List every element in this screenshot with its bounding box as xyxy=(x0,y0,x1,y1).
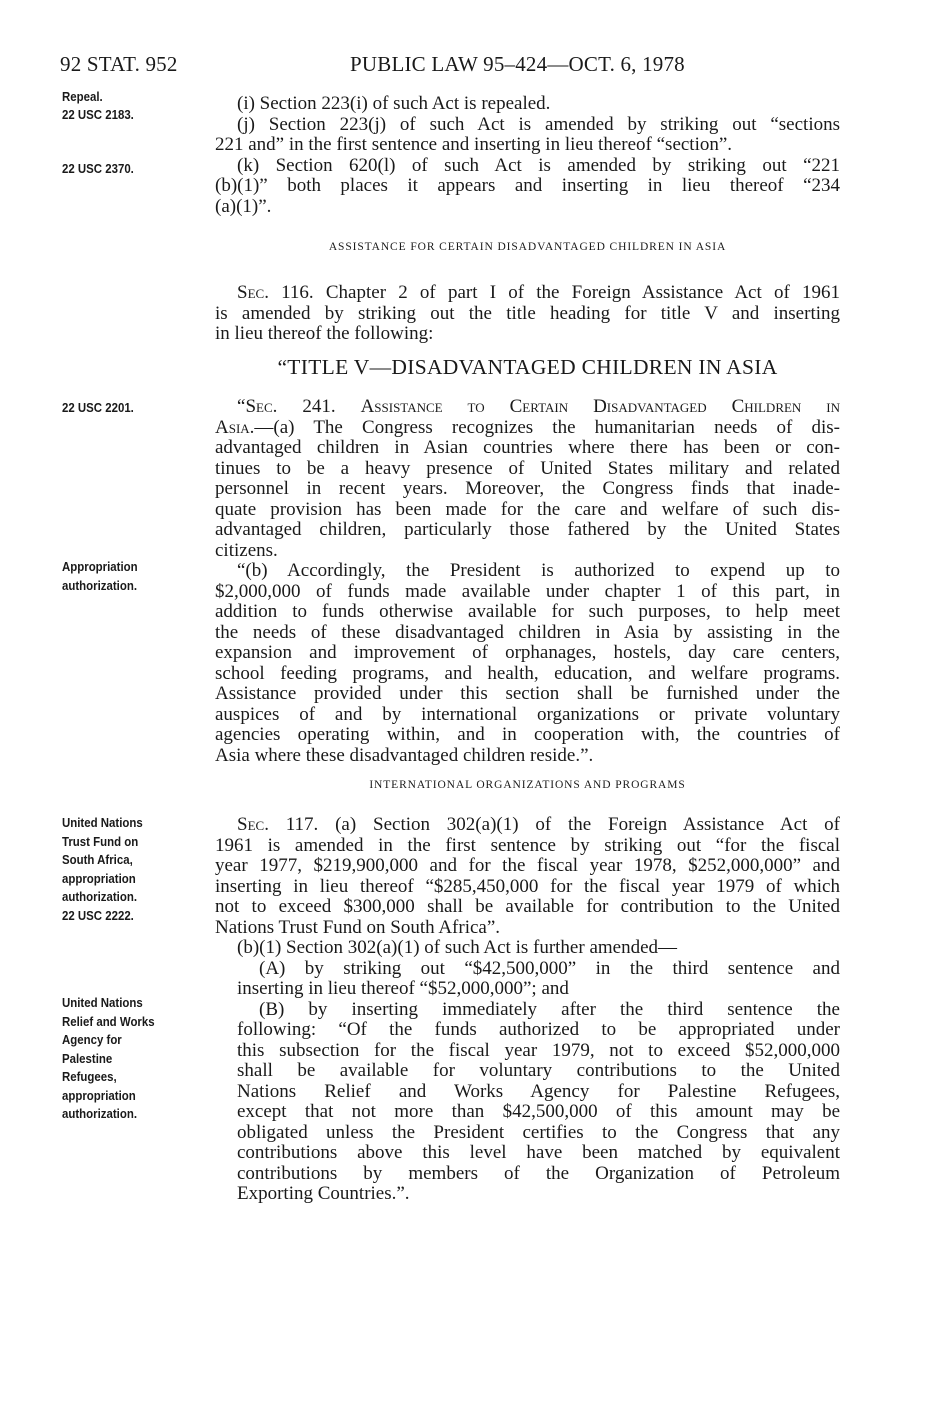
section-117-text xyxy=(215,815,840,1205)
text-line xyxy=(215,602,840,623)
note-line: Agency for xyxy=(62,1032,122,1047)
text-line xyxy=(215,959,840,980)
text-line xyxy=(215,836,840,857)
note-line: authorization. xyxy=(62,577,137,593)
note-line: United Nations xyxy=(62,995,143,1010)
text-run: year 1977, $219,900,000 and for the fiscal year 1978, $252,000,000” and xyxy=(215,855,840,876)
text-run: 221 and” in the first sentence and inserting in lieu thereof “section”. xyxy=(215,134,733,155)
text-run: this subsection for the fiscal year 1979, not to exceed $52,000,000 xyxy=(237,1039,840,1061)
text-line xyxy=(215,1184,840,1205)
note-line: South Africa, xyxy=(62,852,133,867)
text-line xyxy=(215,684,840,705)
text-line xyxy=(215,324,840,345)
text-line xyxy=(215,1082,840,1103)
text-run: Asia where these disadvantaged children reside.”. xyxy=(215,744,594,766)
text-run: (j) Section 223(j) of such Act is amended by striking out “sections xyxy=(237,113,840,135)
text-line xyxy=(215,1020,840,1041)
text-line xyxy=(215,561,840,582)
text-line xyxy=(215,664,840,685)
text-line xyxy=(215,520,840,541)
text-line xyxy=(215,979,840,1000)
text-run: not to exceed $300,000 shall be available for contribution to the United xyxy=(215,896,840,917)
text-line xyxy=(215,815,840,836)
small-caps-run: Asia xyxy=(215,416,250,438)
note-line: Appropriation xyxy=(62,559,138,574)
note-line: United Nations xyxy=(62,815,143,830)
text-run: advantaged children, particularly those fathered by the United States xyxy=(215,519,840,540)
section-241-text xyxy=(215,397,840,766)
small-caps-run: Sec xyxy=(237,814,265,835)
text-run: the needs of these disadvantaged children in Asia by assisting in the xyxy=(215,621,840,643)
text-line xyxy=(215,643,840,664)
note-line: Palestine xyxy=(62,1050,113,1066)
text-run: (k) Section 620(l) of such Act is amended by striking out “221 xyxy=(237,154,840,176)
text-run: agencies operating within, and in cooperation with, the countries of xyxy=(215,724,840,745)
text-run: “ xyxy=(237,396,246,417)
text-run: (a)(1)”. xyxy=(215,195,272,217)
text-line xyxy=(215,938,840,959)
note-line: Relief and Works xyxy=(62,1013,155,1029)
note-line: authorization. xyxy=(62,1106,137,1121)
text-line xyxy=(215,746,840,767)
section-heading-international-organizations: INTERNATIONAL ORGANIZATIONS AND PROGRAMS xyxy=(369,779,686,791)
margin-note-repeal: Repeal. xyxy=(62,89,103,104)
text-run: Nations Trust Fund on South Africa”. xyxy=(215,916,501,938)
text-run: is amended by striking out the title heading for title V and inserting xyxy=(215,302,840,324)
note-line: 22 USC 2222. xyxy=(62,907,134,923)
text-line xyxy=(215,725,840,746)
text-run: Assistance provided under this section shall be furnished under the xyxy=(215,683,840,704)
text-run: shall be available for voluntary contributions to the United xyxy=(237,1060,840,1081)
text-line xyxy=(215,877,840,898)
text-line xyxy=(215,156,840,177)
text-line xyxy=(215,479,840,500)
text-run: (b)(1)” both places it appears and inserting in lieu thereof “234 xyxy=(215,175,840,196)
text-run: Exporting Countries.”. xyxy=(237,1183,410,1204)
text-line xyxy=(215,197,840,218)
margin-note-unrwa xyxy=(62,994,155,1124)
text-run: . 241. xyxy=(272,396,361,417)
text-line xyxy=(215,897,840,918)
section-heading-assistance-children-asia: ASSISTANCE FOR CERTAIN DISADVANTAGED CHILDREN IN ASIA xyxy=(328,241,727,253)
text-run: inserting in lieu thereof “$52,000,000”; and xyxy=(237,978,569,999)
text-run: (i) Section 223(i) of such Act is repealed. xyxy=(237,93,551,114)
text-run: following: “Of the funds authorized to be appropriated under xyxy=(237,1019,840,1040)
title-v-heading: “TITLE V—DISADVANTAGED CHILDREN IN ASIA xyxy=(277,355,778,379)
text-line xyxy=(215,397,840,418)
text-run: contributions above this level have been matched by equivalent xyxy=(237,1142,840,1163)
text-line xyxy=(215,623,840,644)
text-line xyxy=(215,1061,840,1082)
text-line xyxy=(215,541,840,562)
text-line xyxy=(215,918,840,939)
text-run: citizens. xyxy=(215,539,278,561)
text-line xyxy=(215,705,840,726)
note-line: Refugees, xyxy=(62,1069,117,1084)
margin-note-usc-2183: 22 USC 2183. xyxy=(62,107,134,122)
text-line xyxy=(215,94,840,115)
text-run: advantaged children in Asian countries where there has been or con- xyxy=(215,437,840,458)
text-run: (A) by striking out “$42,500,000” in the third sentence and xyxy=(259,957,840,979)
text-run: contributions by members of the Organization of Petroleum xyxy=(237,1162,840,1184)
text-run: addition to funds otherwise available for such purposes, to help meet xyxy=(215,601,840,622)
note-line: authorization. xyxy=(62,889,137,904)
text-run: $2,000,000 of funds made available under chapter 1 of this part, in xyxy=(215,580,840,602)
text-line xyxy=(215,1102,840,1123)
text-line xyxy=(215,1123,840,1144)
margin-note-usc-2370: 22 USC 2370. xyxy=(62,161,134,176)
text-run: personnel in recent years. Moreover, the Congress finds that inade- xyxy=(215,478,840,499)
page-stat-number: 92 STAT. 952 xyxy=(60,52,178,76)
text-line xyxy=(215,438,840,459)
text-run: Nations Relief and Works Agency for Palestine Refugees, xyxy=(237,1080,840,1102)
text-run: expansion and improvement of orphanages, hostels, day care centers, xyxy=(215,642,840,663)
text-line xyxy=(215,176,840,197)
text-run: obligated unless the President certifies to the Congress that any xyxy=(237,1121,840,1143)
text-run: school feeding programs, and health, education, and welfare programs. xyxy=(215,662,840,684)
note-line: Trust Fund on xyxy=(62,833,139,849)
text-run: (b)(1) Section 302(a)(1) of such Act is further amended— xyxy=(237,937,678,958)
text-run: (B) by inserting immediately after the third sentence the xyxy=(259,998,840,1020)
text-run: 1961 is amended in the first sentence by striking out “for the fiscal xyxy=(215,834,840,856)
text-line xyxy=(215,115,840,136)
text-run: . 117. (a) Section 302(a)(1) of the Foreign Assistance Act of xyxy=(264,814,840,835)
text-run: in lieu thereof the following: xyxy=(215,323,434,344)
small-caps-run: Assistance to Certain Disadvantaged Children in xyxy=(360,396,841,417)
text-line xyxy=(215,582,840,603)
text-line xyxy=(215,500,840,521)
text-line xyxy=(215,1000,840,1021)
text-line xyxy=(215,856,840,877)
text-line xyxy=(215,283,840,304)
text-run: auspices of and by international organizations or private voluntary xyxy=(215,703,840,725)
text-run: .—(a) The Congress recognizes the humanitarian needs of dis- xyxy=(249,416,840,438)
note-line: appropriation xyxy=(62,870,136,886)
margin-note-usc-2201: 22 USC 2201. xyxy=(62,400,134,415)
text-run: “(b) Accordingly, the President is authorized to expend up to xyxy=(237,560,840,581)
text-line xyxy=(215,135,840,156)
running-header: PUBLIC LAW 95–424—OCT. 6, 1978 xyxy=(350,52,685,76)
text-run: tinues to be a heavy presence of United States military and related xyxy=(215,457,840,479)
text-line xyxy=(215,1143,840,1164)
section-116-text xyxy=(215,283,840,345)
section-115-amendments xyxy=(215,94,840,217)
text-run: inserting in lieu thereof “$285,450,000 for the fiscal year 1979 of which xyxy=(215,875,840,897)
text-line xyxy=(215,418,840,439)
text-run: . 116. Chapter 2 of part I of the Foreign Assistance Act of 1961 xyxy=(264,282,840,303)
text-run: quate provision has been made for the care and welfare of such dis- xyxy=(215,498,840,520)
text-line xyxy=(215,1041,840,1062)
text-run: except that not more than $42,500,000 of this amount may be xyxy=(237,1101,840,1122)
text-line xyxy=(215,1164,840,1185)
margin-note-appropriation xyxy=(62,558,138,595)
text-line xyxy=(215,304,840,325)
small-caps-run: Sec xyxy=(245,396,273,417)
margin-note-un-trust-fund xyxy=(62,814,143,925)
small-caps-run: Sec xyxy=(237,282,265,303)
note-line: appropriation xyxy=(62,1087,136,1103)
text-line xyxy=(215,459,840,480)
